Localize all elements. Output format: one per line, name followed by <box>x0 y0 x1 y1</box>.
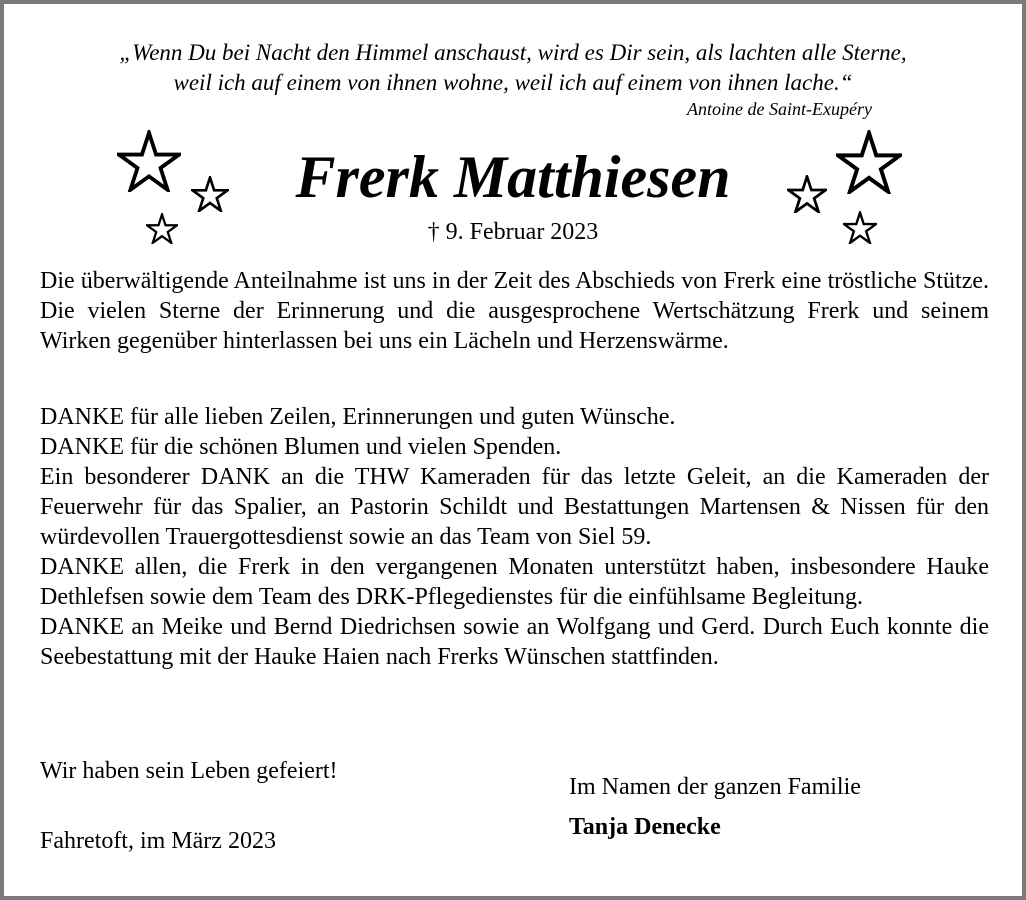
paragraph-text: Die überwältigende Anteilnahme ist uns in der Zeit des Abschieds von Frerk eine tröstliche Stütze. Die vielen Sterne der Erinnerung und die ausgesprochene Wertschätzung Frerk und seinem Wirken gegenüber hinterlassen bei uns ein Lächeln und Herzenswärme. <box>40 268 989 354</box>
deceased-name: Frerk Matthiesen <box>295 144 731 210</box>
thanks-item: DANKE für die schönen Blumen und vielen Spenden. <box>40 434 562 460</box>
thanks-item: Ein besonderer DANK an die THW Kameraden für das letzte Geleit, an die Kameraden der Feuerwehr für das Spalier, an Pastorin Schildt und Bestattungen Martensen & Nissen für den würdevollen Trauergottesdienst sowie an das Team von Siel 59. <box>40 464 989 550</box>
thanks-item: DANKE für alle lieben Zeilen, Erinnerungen und guten Wünsche. <box>40 404 676 430</box>
closing-on-behalf: Im Namen der ganzen Familie <box>569 774 861 800</box>
thanks-item: DANKE allen, die Frerk in den vergangenen Monaten unterstützt haben, insbesondere Hauke Dethlefsen sowie dem Team des DRK-Pflegedienstes für die einfühlsame Begleitung. <box>40 554 989 610</box>
epigraph-quote <box>0 38 1026 98</box>
closing-signer: Tanja Denecke <box>569 814 721 840</box>
thanks-list <box>40 402 989 672</box>
closing-place-date: Fahretoft, im März 2023 <box>40 828 276 854</box>
death-date: † 9. Februar 2023 <box>427 219 599 245</box>
quote-line-1: „Wenn Du bei Nacht den Himmel anschaust, wird es Dir sein, als lachten alle Sterne, <box>119 40 907 65</box>
gratitude-paragraph <box>40 266 989 356</box>
quote-line-2: weil ich auf einem von ihnen wohne, weil ich auf einem von ihnen lache.“ <box>173 70 853 95</box>
quote-author: Antoine de Saint-Exupéry <box>687 99 872 119</box>
closing-celebrated: Wir haben sein Leben gefeiert! <box>40 758 338 784</box>
thanks-item: DANKE an Meike und Bernd Diedrichsen sowie an Wolfgang und Gerd. Durch Euch konnte die Seebestattung mit der Hauke Haien nach Frerks Wünschen stattfinden. <box>40 614 989 670</box>
